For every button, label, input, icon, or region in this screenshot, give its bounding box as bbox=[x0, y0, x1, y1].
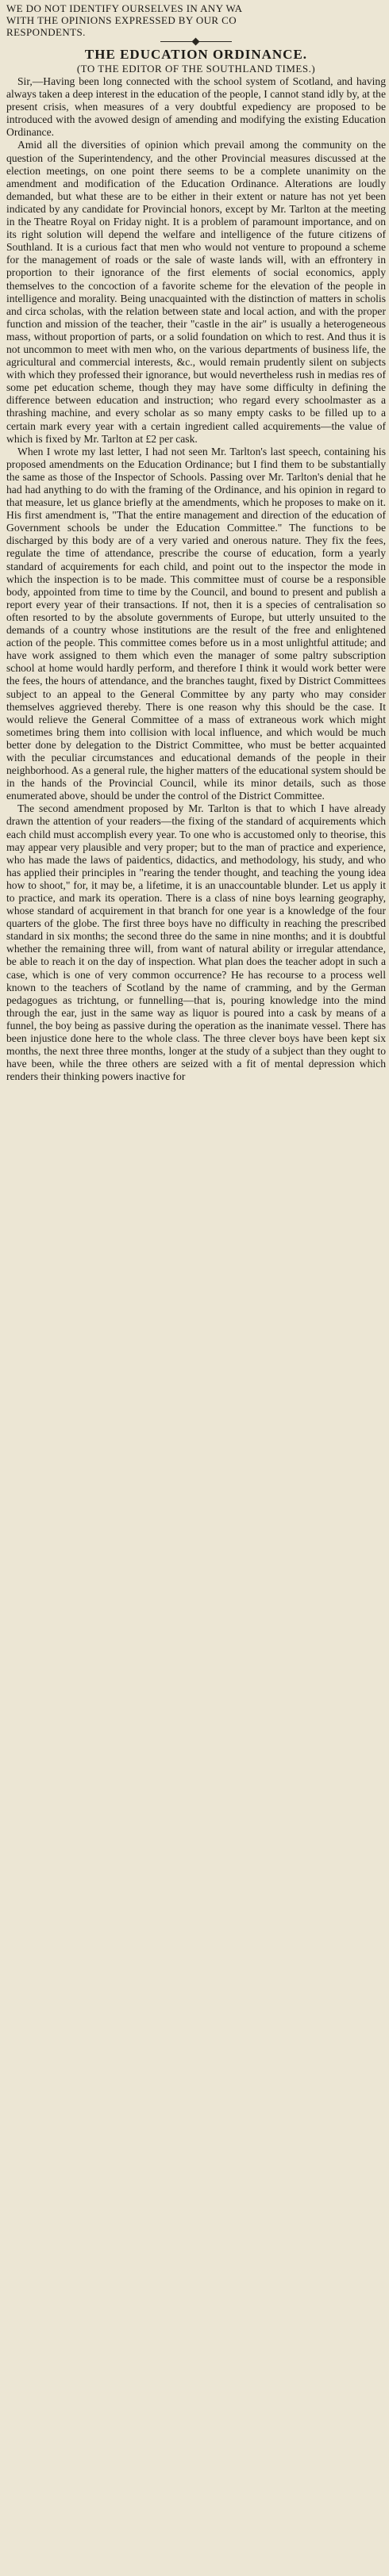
editorial-disclaimer-line-2: WITH THE OPINIONS EXPRESSED BY OUR CO bbox=[6, 14, 237, 26]
paragraph: Sir,—Having been long connected with the school system of Scotland, and having always taken a deep interest in the education of the people, I cannot stand idly by, at the present crisis, when measures of a very doubtful expediency are proposed to be introduced with the avowed design of amending and modifying the existing Education Ordinance. bbox=[6, 75, 386, 139]
paragraph: The second amendment proposed by Mr. Tarlton is that to which I have already drawn the attention of your readers—the fixing of the standard of acquirements which each child must accomplish every year. To one who is accustomed only to theorise, this may appear very plausible and very proper; but to the man of practice and experience, who has made the laws of paidentics, didactics, and methodology, his study, and who has applied their principles in "rearing the tender thought, and teaching the young idea how to shoot," for, it may be, a lifetime, it is an unaccountable blunder. Let us apply it to practice, and mark its operation. There is a class of nine boys learning geography, whose standard of acquirement in that branch for one year is a knowledge of the four quarters of the globe. The first three boys have no difficulty in reaching the prescribed standard in six months; the second three do the same in nine months; and it is doubtful whether the remaining three will, from want of natural ability or irregular attendance, be able to reach it on the day of inspection. What plan does the teacher adopt in such a case, which is one of very common occurrence? He has recourse to a process well known to the teachers of Scotland by the name of cramming, and by the German pedagogues as trichtung, or funnelling—that is, pouring knowledge into the mind through the ear, just in the same way as liquor is poured into a cask by means of a funnel, the boy being as passive during the operation as the inanimate vessel. There has been injustice done here to the whole class. The three clever boys have been kept six months, the next three three months, longer at the study of a subject than they ought to have been, while the three others are seized with a fit of mental depression which renders their thinking powers inactive for bbox=[6, 802, 386, 1083]
ornamental-divider bbox=[160, 41, 232, 42]
page-edge-fade bbox=[0, 2562, 389, 2576]
article-subtitle: (TO THE EDITOR OF THE SOUTHLAND TIMES.) bbox=[76, 63, 316, 75]
paragraph: When I wrote my last letter, I had not seen Mr. Tarlton's last speech, containing his proposed amendments on the Education Ordinance; but I find them to be substantially the same as those of the Inspector of Schools. Passing over Mr. Tarlton's denial that he had had anything to do with the framing of the Ordinance, and his opinion in regard to that measure, let us glance briefly at the amendments, which he proposes to make on it. His first amendment is, "That the entire management and direction of the education of Government schools be under the Education Committee." The functions to be discharged by this body are of a very varied and onerous nature. They fix the fees, regulate the time of attendance, prescribe the course of education, form a yearly standard of acquirements for each child, and point out to the inspector the mode in which the inspection is to be made. This committee must of course be a responsible body, appointed from time to time by the Council, and bound to present and publish a report every year of their transactions. If not, then it is a species of centralisation so often resorted to by the absolute governments of Europe, but utterly unsuited to the demands of a country whose institutions are the result of the free and enlightened action of the people. This committee comes before us in a most unlightful attitude; and have work assigned to them which even the manager of some paltry subscription school at home would hardly perform, and therefore I think it would work better were the fees, the hours of attendance, and the branches taught, fixed by District Committees subject to an appeal to the General Committee by any party who may consider themselves aggrieved thereby. There is one reason why this should be the case. It would relieve the General Committee of a mass of extraneous work which might sometimes bring them into collision with local influence, and which would be much better done by delegation to the District Committee, who must be better acquainted with the peculiar circumstances and educational demands of the people in their neighborhood. As a general rule, the higher matters of the educational system should be in the hands of the Provincial Council, while its minor details, such as those enumerated above, should be under the control of the District Committee. bbox=[6, 445, 386, 802]
editorial-disclaimer-line-1: WE DO NOT IDENTIFY OURSELVES IN ANY WA bbox=[6, 2, 243, 14]
paragraph: Amid all the diversities of opinion which prevail among the community on the question of the Superintendency, and the other Provincial measures discussed at the election meetings, on one point there seems to be a complete unanimity on the amendment and modification of the Education Ordinance. Alterations are loudly demanded, but what these are to be either in their extent or nature has not yet been indicated by any candidate for Provincial honors, except by Mr. Tarlton at the meeting in the Theatre Royal on Friday night. It is a problem of paramount importance, and on its right solution will depend the welfare and intelligence of the future citizens of Southland. It is a curious fact that men who would not venture to propound a scheme for the management of roads or the sale of waste lands will, with an effrontery in proportion to their ignorance of the first elements of social economics, apply themselves to the concoction of a favorite scheme for the elevation of the people in intelligence and morality. Being unacquainted with the distinction of matters in scholis and circa scholas, with the relation between state and local action, and with the proper function and mission of the teacher, their "castle in the air" is usually a heterogeneous mass, without proportion of parts, or a solid foundation on which to rest. And thus it is not uncommon to meet with men who, on the various departments of business life, the agricultural and commercial interests, &c., would remain prudently silent on subjects with which they professed their ignorance, but would nevertheless rush in medias res of some pet education scheme, though they may have some difficulty in defining the difference between education and instruction; who regard every schoolmaster as a thrashing machine, and every scholar as so many empty casks to be filled up to a certain mark every year with a certain ingredient called acquirements—the value of which is fixed by Mr. Tarlton at £2 per cask. bbox=[6, 139, 386, 445]
article-title: THE EDUCATION ORDINANCE. bbox=[84, 47, 308, 62]
editorial-disclaimer-line-3: RESPONDENTS. bbox=[6, 26, 86, 38]
article-body bbox=[6, 75, 386, 1083]
